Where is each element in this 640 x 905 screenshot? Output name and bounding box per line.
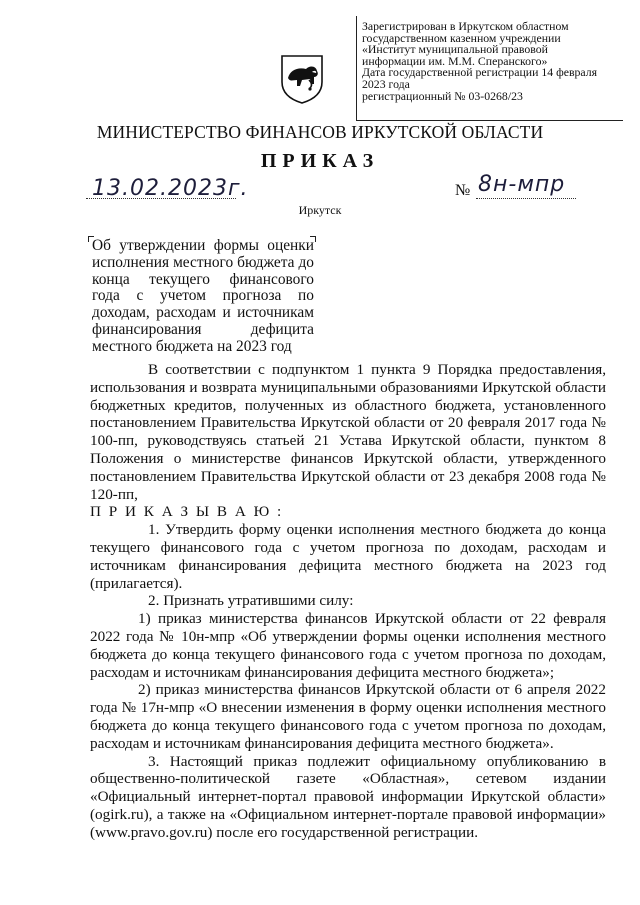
stamp-line: Дата государственной регистрации 14 февраля [362, 65, 598, 80]
prikazyvayu-heading: П Р И К А З Ы В А Ю : [90, 503, 284, 521]
stamp-line: «Институт муниципальной правовой [362, 42, 548, 57]
stamp-line: информации им. М.М. Сперанского» [362, 53, 548, 68]
date-underline [86, 198, 236, 199]
coat-of-arms-emblem [276, 52, 328, 104]
item-2-1-paragraph: 1) приказ министерства финансов Иркутской области от 22 февраля 2022 года № 10н-мпр «Об утверждении формы оценки исполнения местного бюджета до конца текущего финансового года с учетом прогноза по доходам, расходам и источникам финансирования дефицита местного бюджета»; [90, 610, 606, 681]
stamp-line: 2023 года [362, 76, 410, 91]
order-date-handwritten: 13.02.2023г. [92, 176, 249, 201]
order-subject: Об утверждении формы оценки исполнения местного бюджета до конца текущего финансового года с учетом прогноза по доходам, расходам и источникам финансирования дефицита местного бюджета на 2023 год [92, 237, 314, 355]
ministry-name: МИНИСТЕРСТВО ФИНАНСОВ ИРКУТСКОЙ ОБЛАСТИ [96, 122, 544, 142]
registration-stamp [362, 21, 620, 102]
order-body [90, 361, 606, 842]
number-label: № [455, 182, 471, 199]
stamp-line: государственном казенном учреждении [362, 30, 561, 45]
item-2-2-paragraph: 2) приказ министерства финансов Иркутской области от 6 апреля 2022 года № 17н-мпр «О внесении изменения в форму оценки исполнения местного бюджета до конца текущего финансового года с учетом прогноза по доходам, расходам и источникам финансирования дефицита местного бюджета». [90, 681, 606, 752]
item-1-paragraph: 1. Утвердить форму оценки исполнения местного бюджета до конца текущего финансового года с учетом прогноза по доходам, расходам и источникам финансирования дефицита местного бюджета на 2023 год (прилагается). [90, 521, 606, 592]
preamble-paragraph: В соответствии с подпунктом 1 пункта 9 Порядка предоставления, использования и возврата муниципальными образованиями Иркутской области бюджетных кредитов, полученных из областного бюджета, установленного постановлением Правительства Иркутской области от 20 февраля 2017 года № 100-пп, руководствуясь статьей 21 Устава Иркутской области, пунктом 8 Положения о министерстве финансов Иркутской области, утвержденного постановлением Правительства Иркутской области от 23 декабря 2008 года № 120-пп, [90, 361, 606, 503]
city-name: Иркутск [298, 203, 342, 217]
order-number-handwritten: 8н-мпр [478, 172, 566, 197]
document-title: ПРИКАЗ [260, 150, 380, 172]
stamp-line: Зарегистрирован в Иркутском областном [362, 19, 569, 33]
stamp-line-registration-number: регистрационный № 03-0268/23 [362, 88, 523, 103]
number-underline [476, 198, 576, 199]
item-3-paragraph: 3. Настоящий приказ подлежит официальному опубликованию в общественно-политической газете «Областная», сетевом издании «Официальный интернет-портал правовой информации Иркутской области» (ogirk.ru), а также на «Официальном интернет-портале правовой информации» (www.pravo.gov.ru) после его государственной регистрации. [90, 752, 606, 841]
item-2-paragraph: 2. Признать утратившими силу: [148, 592, 354, 610]
